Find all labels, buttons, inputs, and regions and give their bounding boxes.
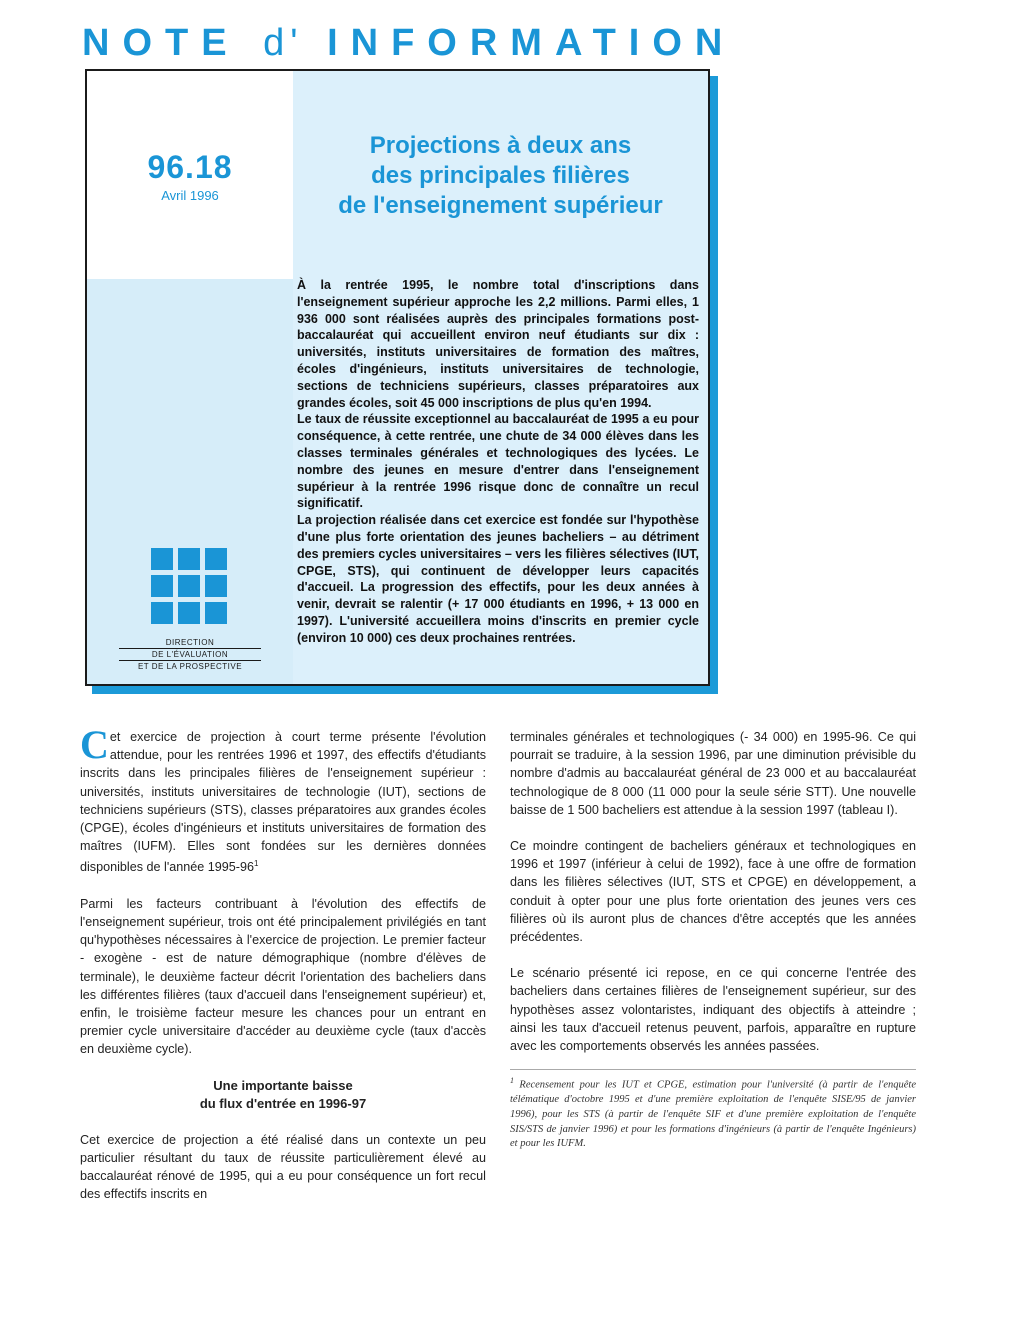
issue-box: [87, 71, 293, 279]
title-line-3: de l'enseignement supérieur: [338, 192, 663, 219]
page-title: [293, 71, 708, 261]
logo-line-2: DE L'ÉVALUATION: [119, 648, 261, 660]
body-paragraph-3: Cet exercice de projection a été réalisé dans un contexte un peu particulier résultant du taux de réussite particulièrement élevé au baccalauréat rénové de 1995, qui a eu pour conséquence un fort recul des effectifs inscrits en: [80, 1132, 486, 1202]
masthead-note: NOTE: [82, 22, 240, 64]
section-heading: [80, 1077, 486, 1113]
section-heading-line-2: du flux d'entrée en 1996-97: [199, 1095, 367, 1111]
panel-left-column: [87, 71, 293, 684]
title-line-2: des principales filières: [371, 162, 630, 189]
summary-paragraph-3: La projection réalisée dans cet exercice est fondée sur l'hypothèse d'une plus forte orientation des jeunes bacheliers – au détriment des premiers cycles universitaires – vers les filières sélectives (IUT, CPGE, STS), qui continuent de développer leurs capacités d'accueil. La progression des effectifs, pour les deux années à venir, devrait se ralentir (+ 17 000 étudiants en 1996, + 13 000 en 1997). L'université accueillera moins d'inscrits en premier cycle (environ 10 000) ces deux prochaines rentrées.: [297, 513, 699, 645]
summary-paragraph-1: À la rentrée 1995, le nombre total d'inscriptions dans l'enseignement supérieur approche les 2,2 millions. Parmi elles, 1 936 000 sont réalisées auprès des principales formations post-baccalauréat qui accueillent environ neuf étudiants sur dix : universités, instituts universitaires de formation des maîtres, écoles d'ingénieurs, instituts universitaires de technologie, sections de techniciens supérieurs, classes préparatoires aux grandes écoles, soit 45 000 inscriptions de plus qu'en 1994.: [297, 278, 699, 410]
footnote: [510, 1069, 916, 1151]
footnote-text: Recensement pour les IUT et CPGE, estimation pour l'université (à partir de l'enquête télématique d'octobre 1995 et d'une première exploitation de l'enquête SISE/95 de janvier 1996), pour les STS (à partir de l'enquête SIF et d'une première exploitation de l'enquête SIS/STS de janvier 1996) et pour les formations d'ingénieurs (à partir de l'enquête Ingénieurs) et pour les IUFM.: [510, 1079, 916, 1150]
body-column-left: [80, 722, 486, 1221]
summary-panel: [85, 69, 710, 686]
masthead-d: d': [263, 22, 304, 64]
summary-paragraph-2: Le taux de réussite exceptionnel au baccalauréat de 1995 a eu pour conséquence, à cette rentrée, une chute de 34 000 élèves dans les classes terminales générales et technologiques des lycées. Le nombre des jeunes en mesure d'entrer dans l'enseignement supérieur à la rentrée 1996 risque donc de connaître un recul significatif.: [297, 412, 699, 511]
body-column-right: [510, 728, 916, 1152]
footnote-block: [510, 1069, 916, 1151]
summary-text: [297, 277, 699, 647]
issue-date: Avril 1996: [161, 188, 219, 203]
masthead: [82, 22, 735, 65]
logo-line-1: DIRECTION: [165, 638, 215, 647]
title-line-1: Projections à deux ans: [369, 132, 632, 159]
body-paragraph-1-text: et exercice de projection à court terme présente l'évolution attendue, pour les rentrées 1996 et 1997, des effectifs d'étudiants inscrits dans les principales filières de l'enseignement supérieur : universités, instituts universitaires de technologie (IUT), sections de techniciens supérieurs (STS), classes préparatoires aux grandes écoles (CPGE), écoles d'ingénieurs et instituts universitaires de formation des maîtres (IUFM). Elles sont fondées sur les dernières données disponibles de l'année 1995-96: [80, 730, 486, 875]
body-paragraph-6: Le scénario présenté ici repose, en ce qui concerne l'entrée des bacheliers dans certaines filières de l'enseignement supérieur, sur des hypothèses assez volontaristes, indiquant des objectifs à atteindre ; ainsi les taux d'accueil retenus peuvent, parfois, apparaître en rupture avec les comportements observés les années passées.: [510, 966, 916, 1054]
footnote-number: 1: [510, 1076, 514, 1086]
body-paragraph-5: Ce moindre contingent de bacheliers généraux et technologiques en 1996 et 1997 (inférieur à celui de 1992), face à une offre de formation dans les filières sélectives (IUT, STS et CPGE) en développement, a conduit à opter pour une plus forte orientation des jeunes vers ces filières où ils auront plus de chances d'être acceptés que les années précédentes.: [510, 839, 916, 945]
dropcap: C: [80, 722, 109, 767]
section-heading-line-1: Une importante baisse: [213, 1077, 353, 1093]
body-paragraph-4: terminales générales et technologiques (- 34 000) en 1995-96. Ce qui pourrait se traduire, à la session 1996, par une diminution prévisible du nombre d'admis au baccalauréat général de 23 000 et au baccalauréat technologique de 8 000 (11 000 pour la seule série STT). Une nouvelle baisse de 1 500 bacheliers est attendue à la session 1997 (tableau I).: [510, 730, 916, 817]
dep-logo-icon: [151, 548, 227, 624]
logo-line-3: ET DE LA PROSPECTIVE: [119, 660, 261, 672]
issue-number: 96.18: [147, 149, 233, 185]
logo-caption: [119, 637, 261, 672]
body-paragraph-2: Parmi les facteurs contribuant à l'évolution des effectifs de l'enseignement supérieur, trois ont été principalement privilégiés en tant qu'hypothèses nécessaires à l'exercice de projection. Le premier facteur - exogène - est de nature démographique (nombre d'élèves de terminale), le deuxième facteur décrit l'orientation des bacheliers dans les différentes filières (taux d'accueil dans l'enseignement supérieur) et, enfin, le troisième facteur mesure les chances pour un entrant en premier cycle universitaire d'accéder au deuxième cycle (taux d'accès en deuxième cycle).: [80, 896, 486, 1057]
footnote-ref: 1: [253, 859, 259, 869]
masthead-information: INFORMATION: [327, 22, 736, 64]
body-paragraph-1: [80, 722, 486, 877]
